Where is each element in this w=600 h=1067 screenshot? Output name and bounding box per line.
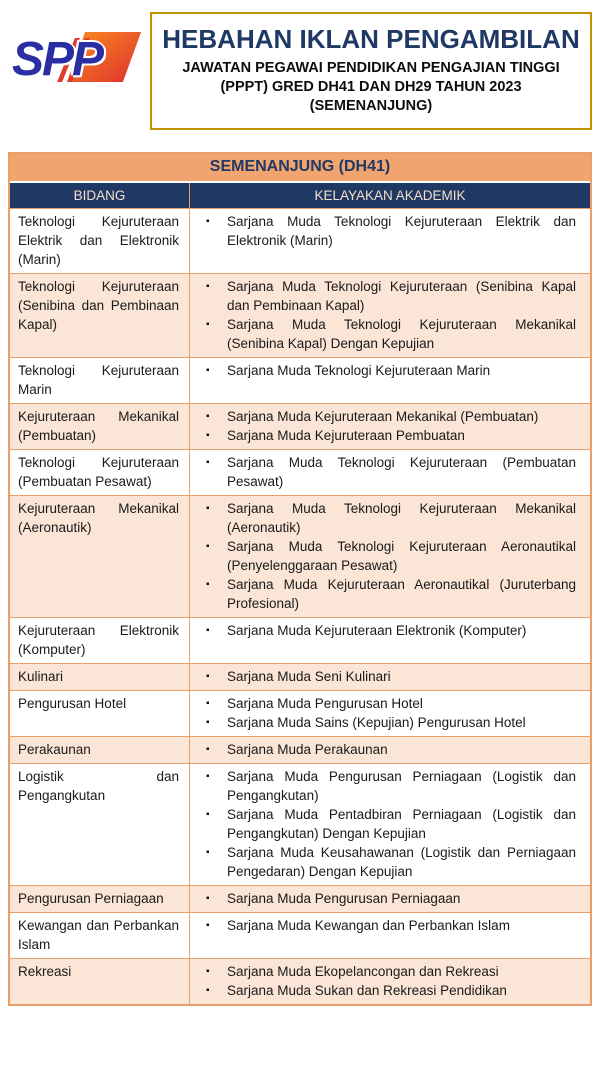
kelayakan-item bbox=[190, 453, 576, 491]
kelayakan-item bbox=[190, 962, 576, 981]
table-row bbox=[10, 736, 590, 763]
kelayakan-text: Sarjana Muda Ekopelancongan dan Rekreasi bbox=[227, 964, 499, 979]
kelayakan-text: Sarjana Muda Kejuruteraan Pembuatan bbox=[227, 428, 465, 443]
table-row bbox=[10, 763, 590, 885]
bullet-icon: ▪ bbox=[206, 541, 210, 552]
table-row bbox=[10, 449, 590, 495]
kelayakan-list bbox=[190, 407, 576, 445]
kelayakan-text: Sarjana Muda Sains (Kepujian) Pengurusan Hotel bbox=[227, 715, 526, 730]
table-row bbox=[10, 663, 590, 690]
bidang-cell: Rekreasi bbox=[10, 959, 190, 1004]
kelayakan-cell bbox=[190, 209, 590, 273]
column-header-kelayakan: KELAYAKAN AKADEMIK bbox=[314, 188, 466, 203]
kelayakan-item bbox=[190, 277, 576, 315]
kelayakan-cell bbox=[190, 764, 590, 885]
kelayakan-cell bbox=[190, 358, 590, 403]
spp-logo bbox=[10, 20, 142, 104]
kelayakan-text: Sarjana Muda Teknologi Kejuruteraan Marin bbox=[227, 363, 491, 378]
bullet-icon: ▪ bbox=[206, 771, 210, 782]
kelayakan-text: Sarjana Muda Seni Kulinari bbox=[227, 669, 391, 684]
bullet-icon: ▪ bbox=[206, 744, 210, 755]
subtitle-line-1: JAWATAN PEGAWAI PENDIDIKAN PENGAJIAN TINGGI bbox=[182, 60, 560, 76]
kelayakan-item bbox=[190, 767, 576, 805]
table-row bbox=[10, 690, 590, 736]
kelayakan-item bbox=[190, 426, 576, 445]
table-row bbox=[10, 495, 590, 617]
bullet-icon: ▪ bbox=[206, 319, 210, 330]
kelayakan-cell bbox=[190, 664, 590, 690]
table-row bbox=[10, 958, 590, 1004]
bullet-icon: ▪ bbox=[206, 579, 210, 590]
bidang-cell: Kewangan dan Perbankan Islam bbox=[10, 913, 190, 958]
kelayakan-cell bbox=[190, 691, 590, 736]
bidang-cell: Teknologi Kejuruteraan (Senibina dan Pembinaan Kapal) bbox=[10, 274, 190, 357]
subtitle-line-2: (PPPT) GRED DH41 DAN DH29 TAHUN 2023 (SEMENANJUNG) bbox=[220, 79, 522, 114]
bidang-cell: Pengurusan Perniagaan bbox=[10, 886, 190, 912]
bullet-icon: ▪ bbox=[206, 698, 210, 709]
kelayakan-list bbox=[190, 916, 576, 935]
kelayakan-item bbox=[190, 361, 576, 380]
column-header-bidang: BIDANG bbox=[10, 183, 190, 208]
kelayakan-item bbox=[190, 621, 576, 640]
table-row bbox=[10, 885, 590, 912]
table-row bbox=[10, 403, 590, 449]
kelayakan-text: Sarjana Muda Kejuruteraan Elektronik (Komputer) bbox=[227, 623, 527, 638]
bullet-icon: ▪ bbox=[206, 809, 210, 820]
table-row bbox=[10, 617, 590, 663]
table-row bbox=[10, 357, 590, 403]
kelayakan-item bbox=[190, 667, 576, 686]
table-row bbox=[10, 208, 590, 273]
logo-text: SPP bbox=[12, 33, 103, 86]
kelayakan-text: Sarjana Muda Teknologi Kejuruteraan Mekanikal (Senibina Kapal) Dengan Kepujian bbox=[227, 317, 576, 351]
bullet-icon: ▪ bbox=[206, 966, 210, 977]
kelayakan-list bbox=[190, 767, 576, 881]
kelayakan-item bbox=[190, 713, 576, 732]
kelayakan-text: Sarjana Muda Kewangan dan Perbankan Islam bbox=[227, 918, 510, 933]
bidang-cell: Teknologi Kejuruteraan Marin bbox=[10, 358, 190, 403]
bullet-icon: ▪ bbox=[206, 717, 210, 728]
kelayakan-item bbox=[190, 916, 576, 935]
kelayakan-item bbox=[190, 407, 576, 426]
bullet-icon: ▪ bbox=[206, 847, 210, 858]
kelayakan-list bbox=[190, 277, 576, 353]
bullet-icon: ▪ bbox=[206, 411, 210, 422]
kelayakan-text: Sarjana Muda Pentadbiran Perniagaan (Logistik dan Pengangkutan) Dengan Kepujian bbox=[227, 807, 576, 841]
table-column-headers bbox=[10, 183, 590, 208]
bullet-icon: ▪ bbox=[206, 671, 210, 682]
table-row bbox=[10, 273, 590, 357]
kelayakan-text: Sarjana Muda Teknologi Kejuruteraan (Pembuatan Pesawat) bbox=[227, 455, 576, 489]
kelayakan-list bbox=[190, 740, 576, 759]
document-header bbox=[0, 0, 600, 130]
kelayakan-item bbox=[190, 843, 576, 881]
kelayakan-cell bbox=[190, 404, 590, 449]
kelayakan-list bbox=[190, 621, 576, 640]
kelayakan-text: Sarjana Muda Teknologi Kejuruteraan Elektrik dan Elektronik (Marin) bbox=[227, 214, 576, 248]
kelayakan-list bbox=[190, 667, 576, 686]
bullet-icon: ▪ bbox=[206, 430, 210, 441]
kelayakan-item bbox=[190, 805, 576, 843]
kelayakan-item bbox=[190, 575, 576, 613]
page-title: HEBAHAN IKLAN PENGAMBILAN bbox=[162, 24, 580, 54]
kelayakan-text: Sarjana Muda Teknologi Kejuruteraan Mekanikal (Aeronautik) bbox=[227, 501, 576, 535]
bidang-cell: Teknologi Kejuruteraan (Pembuatan Pesawat) bbox=[10, 450, 190, 495]
bidang-cell: Pengurusan Hotel bbox=[10, 691, 190, 736]
kelayakan-cell bbox=[190, 737, 590, 763]
kelayakan-text: Sarjana Muda Teknologi Kejuruteraan Aeronautikal (Penyelenggaraan Pesawat) bbox=[227, 539, 576, 573]
kelayakan-text: Sarjana Muda Sukan dan Rekreasi Pendidikan bbox=[227, 983, 507, 998]
kelayakan-list bbox=[190, 453, 576, 491]
kelayakan-list bbox=[190, 499, 576, 613]
kelayakan-text: Sarjana Muda Pengurusan Perniagaan (Logistik dan Pengangkutan) bbox=[227, 769, 576, 803]
kelayakan-cell bbox=[190, 913, 590, 958]
bullet-icon: ▪ bbox=[206, 985, 210, 996]
kelayakan-list bbox=[190, 889, 576, 908]
table-body bbox=[10, 208, 590, 1004]
bidang-cell: Kejuruteraan Mekanikal (Pembuatan) bbox=[10, 404, 190, 449]
kelayakan-cell bbox=[190, 886, 590, 912]
kelayakan-cell bbox=[190, 618, 590, 663]
kelayakan-text: Sarjana Muda Perakaunan bbox=[227, 742, 388, 757]
bullet-icon: ▪ bbox=[206, 365, 210, 376]
kelayakan-text: Sarjana Muda Pengurusan Hotel bbox=[227, 696, 423, 711]
kelayakan-cell bbox=[190, 274, 590, 357]
bullet-icon: ▪ bbox=[206, 281, 210, 292]
kelayakan-item bbox=[190, 694, 576, 713]
kelayakan-text: Sarjana Muda Kejuruteraan Mekanikal (Pembuatan) bbox=[227, 409, 539, 424]
bullet-icon: ▪ bbox=[206, 457, 210, 468]
kelayakan-text: Sarjana Muda Kejuruteraan Aeronautikal (Juruterbang Profesional) bbox=[227, 577, 576, 611]
kelayakan-item bbox=[190, 212, 576, 250]
bidang-cell: Kejuruteraan Elektronik (Komputer) bbox=[10, 618, 190, 663]
kelayakan-text: Sarjana Muda Keusahawanan (Logistik dan Perniagaan Pengedaran) Dengan Kepujian bbox=[227, 845, 576, 879]
kelayakan-item bbox=[190, 315, 576, 353]
bidang-cell: Kejuruteraan Mekanikal (Aeronautik) bbox=[10, 496, 190, 617]
kelayakan-item bbox=[190, 499, 576, 537]
kelayakan-item bbox=[190, 981, 576, 1000]
kelayakan-list bbox=[190, 361, 576, 380]
title-box bbox=[150, 12, 592, 130]
bullet-icon: ▪ bbox=[206, 216, 210, 227]
bidang-cell: Teknologi Kejuruteraan Elektrik dan Elektronik (Marin) bbox=[10, 209, 190, 273]
kelayakan-cell bbox=[190, 959, 590, 1004]
kelayakan-text: Sarjana Muda Pengurusan Perniagaan bbox=[227, 891, 461, 906]
kelayakan-cell bbox=[190, 496, 590, 617]
bidang-cell: Perakaunan bbox=[10, 737, 190, 763]
bidang-cell: Kulinari bbox=[10, 664, 190, 690]
kelayakan-text: Sarjana Muda Teknologi Kejuruteraan (Senibina Kapal dan Pembinaan Kapal) bbox=[227, 279, 576, 313]
kelayakan-list bbox=[190, 212, 576, 250]
kelayakan-list bbox=[190, 694, 576, 732]
kelayakan-item bbox=[190, 740, 576, 759]
table-row bbox=[10, 912, 590, 958]
bullet-icon: ▪ bbox=[206, 625, 210, 636]
kelayakan-item bbox=[190, 537, 576, 575]
bullet-icon: ▪ bbox=[206, 920, 210, 931]
bidang-cell: Logistik dan Pengangkutan bbox=[10, 764, 190, 885]
kelayakan-list bbox=[190, 962, 576, 1000]
section-title: SEMENANJUNG (DH41) bbox=[10, 154, 590, 183]
qualification-table bbox=[8, 152, 592, 1006]
bullet-icon: ▪ bbox=[206, 503, 210, 514]
bullet-icon: ▪ bbox=[206, 893, 210, 904]
kelayakan-cell bbox=[190, 450, 590, 495]
kelayakan-item bbox=[190, 889, 576, 908]
